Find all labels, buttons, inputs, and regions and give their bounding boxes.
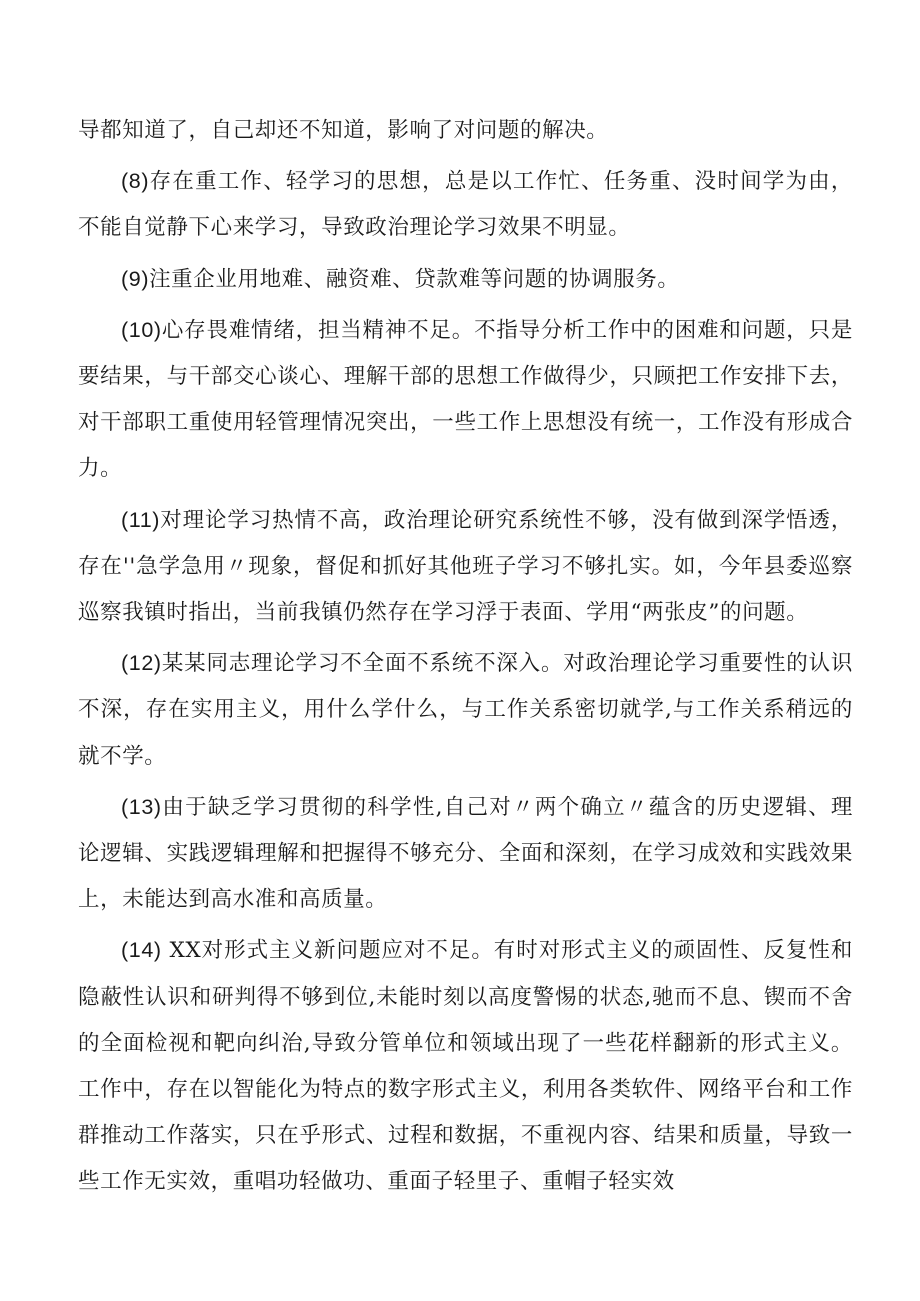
paragraph-continuation: [78, 108, 853, 154]
paragraph-14: [78, 927, 853, 1205]
paragraph-text: 注重企业用地难、融资难、贷款难等问题的协调服务。: [149, 266, 680, 292]
paragraph-number: (12): [121, 651, 162, 676]
paragraph-11: [78, 497, 853, 637]
paragraph-text: XX对形式主义新问题应对不足。有时对形式主义的顽固性、反复性和隐蔽性认识和研判得不够到位,未能时刻以高度警惕的状态,驰而不息、锲而不舍的全面检视和靶向纠治,导致分管单位和领域出现了一些花样翻新的形式主义。工作中，存在以智能化为特点的数字形式主义，利用各类软件、网络平台和工作群推动工作落实，只在乎形式、过程和数据，不重视内容、结果和质量，导致一些工作无实效，重唱功轻做功、重面子轻里子、重帽子轻实效: [78, 938, 853, 1195]
paragraph-13: [78, 784, 853, 924]
paragraph-text: 对理论学习热情不高，政治理论研究系统性不够，没有做到深学悟透，存在''急学急用〃现象，督促和抓好其他班子学习不够扎实。如，今年县委巡察巡察我镇时指出，当前我镇仍然存在学习浮于表面、学用“两张皮”的问题。: [78, 507, 853, 626]
paragraph-number: (10): [121, 317, 162, 342]
paragraph-9: [78, 256, 853, 303]
paragraph-8: [78, 158, 853, 251]
paragraph-text: 某某同志理论学习不全面不系统不深入。对政治理论学习重要性的认识不深，存在实用主义，用什么学什么，与工作关系密切就学,与工作关系稍远的就不学。: [78, 651, 853, 769]
document-body: [78, 108, 853, 1210]
paragraph-number: (8): [121, 169, 150, 194]
paragraph-number: (9): [121, 266, 150, 291]
paragraph-12: [78, 640, 853, 780]
paragraph-10: [78, 307, 853, 493]
paragraph-number: (11): [121, 507, 161, 532]
paragraph-number: (13): [121, 794, 162, 819]
paragraph-text: 导都知道了，自己却还不知道，影响了对问题的解决。: [78, 118, 609, 143]
paragraph-text: 心存畏难情绪，担当精神不足。不指导分析工作中的困难和问题，只是要结果，与干部交心谈心、理解干部的思想工作做得少，只顾把工作安排下去，对干部职工重使用轻管理情况突出，一些工作上思想没有统一，工作没有形成合力。: [78, 317, 853, 482]
paragraph-number: (14): [121, 938, 162, 963]
paragraph-text: 由于缺乏学习贯彻的科学性,自己对〃两个确立〃蕴含的历史逻辑、理论逻辑、实践逻辑理解和把握得不够充分、全面和深刻，在学习成效和实践效果上，未能达到高水准和高质量。: [78, 794, 853, 913]
paragraph-text: 存在重工作、轻学习的思想，总是以工作忙、任务重、没时间学为由，不能自觉静下心来学习，导致政治理论学习效果不明显。: [78, 169, 853, 241]
